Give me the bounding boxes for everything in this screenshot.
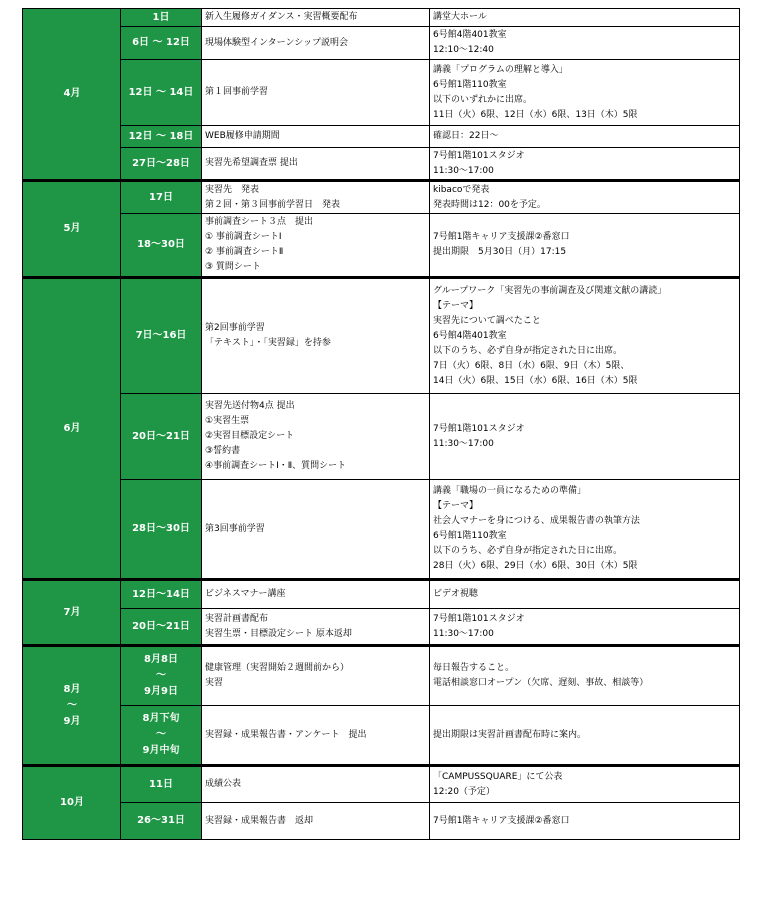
event-cell <box>202 646 430 706</box>
cell-text-line: 発表時間は12：00を予定。 <box>433 199 546 210</box>
date-cell <box>121 609 202 646</box>
cell-text-line: 9月中旬 <box>142 745 180 756</box>
cell-text-line: ビジネスマナー講座 <box>205 589 286 599</box>
cell-text-line: 第3回事前学習 <box>205 523 265 534</box>
cell-text-line: 12日 〜 14日 <box>128 86 194 98</box>
event-cell <box>202 278 430 394</box>
event-cell <box>202 27 430 60</box>
schedule-table-wrapper <box>22 8 740 840</box>
cell-text-line: 実習先送付物4点 提出 <box>205 401 295 411</box>
cell-text-line: 7号館1階101スタジオ <box>433 423 525 434</box>
cell-text-line: 新入生履修ガイダンス・実習概要配布 <box>205 12 358 22</box>
event-cell <box>202 580 430 609</box>
cell-text-line: ③誓約書 <box>205 446 241 456</box>
cell-text-line: 6号館1階110教室 <box>433 531 507 541</box>
date-cell <box>121 181 202 214</box>
cell-text-line: 【テーマ】 <box>433 501 479 511</box>
cell-text-line: 実習生票・目標設定シート 原本返却 <box>205 628 352 639</box>
cell-text-line: 11:30〜17:00 <box>433 628 494 639</box>
event-cell <box>202 766 430 803</box>
cell-text-line: 成績公表 <box>205 779 242 789</box>
cell-text-line: 「CAMPUSSQUARE」にて公表 <box>433 771 563 782</box>
schedule-row <box>23 27 740 60</box>
month-label-line: 10月 <box>60 797 84 808</box>
cell-text-line: 6号館4階401教室 <box>433 330 507 341</box>
detail-cell <box>430 126 740 148</box>
cell-text-line: 11日 <box>149 778 173 790</box>
detail-cell <box>430 580 740 609</box>
cell-text-line: 実習録・成果報告書 返却 <box>205 815 314 826</box>
cell-text-line: 9月9日 <box>144 686 178 697</box>
cell-text-line: 提出期限は実習計画書配布時に案内。 <box>433 729 587 740</box>
cell-text-line: ①実習生票 <box>205 416 250 426</box>
cell-text-line: 【テーマ】 <box>433 300 479 311</box>
cell-text-line: 8月8日 <box>144 654 178 665</box>
event-cell <box>202 148 430 181</box>
date-cell <box>121 27 202 60</box>
month-label-line: 8月 <box>63 683 81 695</box>
detail-cell <box>430 706 740 766</box>
cell-text-line: 7号館1階キャリア支援課②番窓口 <box>433 232 570 242</box>
cell-text-line: 18〜30日 <box>137 239 185 250</box>
cell-text-line: WEB履修申請期間 <box>205 131 280 141</box>
detail-cell <box>430 60 740 126</box>
cell-text-line: 事前調査シート３点 提出 <box>205 217 314 227</box>
cell-text-line: 実習計画書配布 <box>205 613 269 624</box>
schedule-row <box>23 278 740 394</box>
date-cell <box>121 706 202 766</box>
cell-text-line: 以下のうち、必ず自身が指定された日に出席。 <box>433 546 623 556</box>
detail-cell <box>430 480 740 580</box>
event-cell <box>202 609 430 646</box>
schedule-table <box>22 8 740 840</box>
cell-text-line: 12日〜14日 <box>132 588 190 600</box>
detail-cell <box>430 646 740 706</box>
cell-text-line: 11:30〜17:00 <box>433 438 494 449</box>
cell-text-line: 現場体験型インターンシップ説明会 <box>205 37 349 48</box>
month-cell <box>23 766 121 840</box>
detail-cell <box>430 148 740 181</box>
event-cell <box>202 394 430 480</box>
detail-cell <box>430 9 740 27</box>
cell-text-line: 7号館1階101スタジオ <box>433 150 525 161</box>
schedule-row <box>23 580 740 609</box>
cell-text-line: 28日（火）6限、29日（水）6限、30日（木）5限 <box>433 561 638 571</box>
cell-text-line: 11:30〜17:00 <box>433 165 494 176</box>
schedule-row <box>23 60 740 126</box>
date-cell <box>121 646 202 706</box>
cell-text-line: 12:10〜12:40 <box>433 45 494 55</box>
cell-text-line: 14日（火）6限、15日（水）6限、16日（木）5限 <box>433 375 638 386</box>
month-label-line: 6月 <box>63 422 81 434</box>
date-cell <box>121 278 202 394</box>
cell-text-line: 20日〜21日 <box>132 620 190 632</box>
month-label-line: 4月 <box>63 88 81 99</box>
detail-cell <box>430 27 740 60</box>
date-cell <box>121 580 202 609</box>
cell-text-line: 実習先希望調査票 提出 <box>205 158 298 168</box>
detail-cell <box>430 214 740 278</box>
cell-text-line: 26〜31日 <box>137 815 185 826</box>
month-label-line: 5月 <box>63 223 81 234</box>
schedule-row <box>23 9 740 27</box>
date-cell <box>121 766 202 803</box>
date-cell <box>121 9 202 27</box>
cell-text-line: 7号館1階キャリア支援課②番窓口 <box>433 815 570 826</box>
date-cell <box>121 148 202 181</box>
month-cell <box>23 580 121 646</box>
detail-cell <box>430 278 740 394</box>
cell-text-line: ② 事前調査シートⅡ <box>205 247 284 257</box>
cell-text-line: 7号館1階101スタジオ <box>433 613 525 624</box>
event-cell <box>202 480 430 580</box>
cell-text-line: 講義「職場の一員になるための準備」 <box>433 486 587 496</box>
date-cell <box>121 60 202 126</box>
cell-text-line: 7日（火）6限、8日（水）6限、9日（木）5限、 <box>433 360 630 371</box>
cell-text-line: 6日 〜 12日 <box>132 37 190 48</box>
event-cell <box>202 181 430 214</box>
cell-text-line: kibacoで発表 <box>433 184 490 195</box>
cell-text-line: 実習先について調べたこと <box>433 315 541 326</box>
cell-text-line: 28日〜30日 <box>132 523 190 534</box>
date-cell <box>121 394 202 480</box>
month-cell <box>23 181 121 278</box>
cell-text-line: 第１回事前学習 <box>205 87 269 97</box>
event-cell <box>202 126 430 148</box>
cell-text-line: 17日 <box>149 191 173 203</box>
cell-text-line: 実習 <box>205 678 224 688</box>
cell-text-line: 健康管理（実習開始２週間前から） <box>205 663 350 673</box>
month-label-line: 9月 <box>63 715 81 727</box>
cell-text-line: ③ 質問シート <box>205 262 261 272</box>
cell-text-line: 以下のいずれかに出席。 <box>433 94 533 105</box>
event-cell <box>202 60 430 126</box>
schedule-row <box>23 214 740 278</box>
detail-cell <box>430 766 740 803</box>
schedule-row <box>23 394 740 480</box>
cell-text-line: ビデオ視聴 <box>433 589 478 599</box>
cell-text-line: 6号館1階110教室 <box>433 79 507 90</box>
cell-text-line: 20日〜21日 <box>132 430 190 442</box>
cell-text-line: 講義「プログラムの理解と導入」 <box>433 64 568 75</box>
schedule-row <box>23 803 740 840</box>
cell-text-line: 12日 〜 18日 <box>128 130 194 142</box>
cell-text-line: 講堂大ホール <box>433 12 487 22</box>
month-cell <box>23 646 121 766</box>
detail-cell <box>430 181 740 214</box>
cell-text-line: ④事前調査シートⅠ・Ⅱ、質問シート <box>205 461 347 471</box>
cell-text-line: ②実習目標設定シート <box>205 431 295 441</box>
cell-text-line: 11日（火）6限、12日（水）6限、13日（木）5限 <box>433 109 638 120</box>
cell-text-line: 電話相談窓口オープン（欠席、遅刻、事故、相談等） <box>433 678 649 688</box>
month-label-line: 7月 <box>63 606 81 618</box>
cell-text-line: 実習録・成果報告書・アンケート 提出 <box>205 729 367 740</box>
cell-text-line: 〜 <box>156 670 166 681</box>
cell-text-line: 〜 <box>156 729 166 740</box>
cell-text-line: 6号館4階401教室 <box>433 30 507 40</box>
schedule-body <box>23 9 740 840</box>
cell-text-line: 提出期限 5月30日（月）17:15 <box>433 247 567 257</box>
cell-text-line: 27日〜28日 <box>132 157 190 169</box>
cell-text-line: ① 事前調査シートⅠ <box>205 232 282 242</box>
schedule-row <box>23 646 740 706</box>
event-cell <box>202 9 430 27</box>
cell-text-line: 「テキスト」・「実習録」を持参 <box>205 338 331 348</box>
date-cell <box>121 126 202 148</box>
month-cell <box>23 278 121 580</box>
schedule-row <box>23 148 740 181</box>
schedule-row <box>23 609 740 646</box>
cell-text-line: 社会人マナーを身につける、成果報告書の執筆方法 <box>433 516 640 526</box>
schedule-row <box>23 126 740 148</box>
cell-text-line: 12:20（予定） <box>433 786 495 797</box>
cell-text-line: 以下のうち、必ず自身が指定された日に出席。 <box>433 345 623 356</box>
cell-text-line: 第2回事前学習 <box>205 323 265 333</box>
cell-text-line: 第２回・第３回事前学習日 発表 <box>205 199 341 210</box>
schedule-row <box>23 766 740 803</box>
month-cell <box>23 9 121 181</box>
date-cell <box>121 803 202 840</box>
month-label-line: 〜 <box>67 699 77 711</box>
detail-cell <box>430 609 740 646</box>
cell-text-line: 8月下旬 <box>142 713 180 724</box>
date-cell <box>121 214 202 278</box>
cell-text-line: 7日〜16日 <box>135 330 187 341</box>
schedule-row <box>23 181 740 214</box>
cell-text-line: 実習先 発表 <box>205 184 260 195</box>
date-cell <box>121 480 202 580</box>
detail-cell <box>430 394 740 480</box>
event-cell <box>202 214 430 278</box>
schedule-row <box>23 480 740 580</box>
event-cell <box>202 706 430 766</box>
cell-text-line: 確認日：22日〜 <box>433 131 499 141</box>
cell-text-line: 毎日報告すること。 <box>433 663 515 673</box>
schedule-row <box>23 706 740 766</box>
cell-text-line: グループワーク「実習先の事前調査及び関連文献の講読」 <box>433 285 667 296</box>
event-cell <box>202 803 430 840</box>
cell-text-line: 1日 <box>152 11 170 23</box>
detail-cell <box>430 803 740 840</box>
